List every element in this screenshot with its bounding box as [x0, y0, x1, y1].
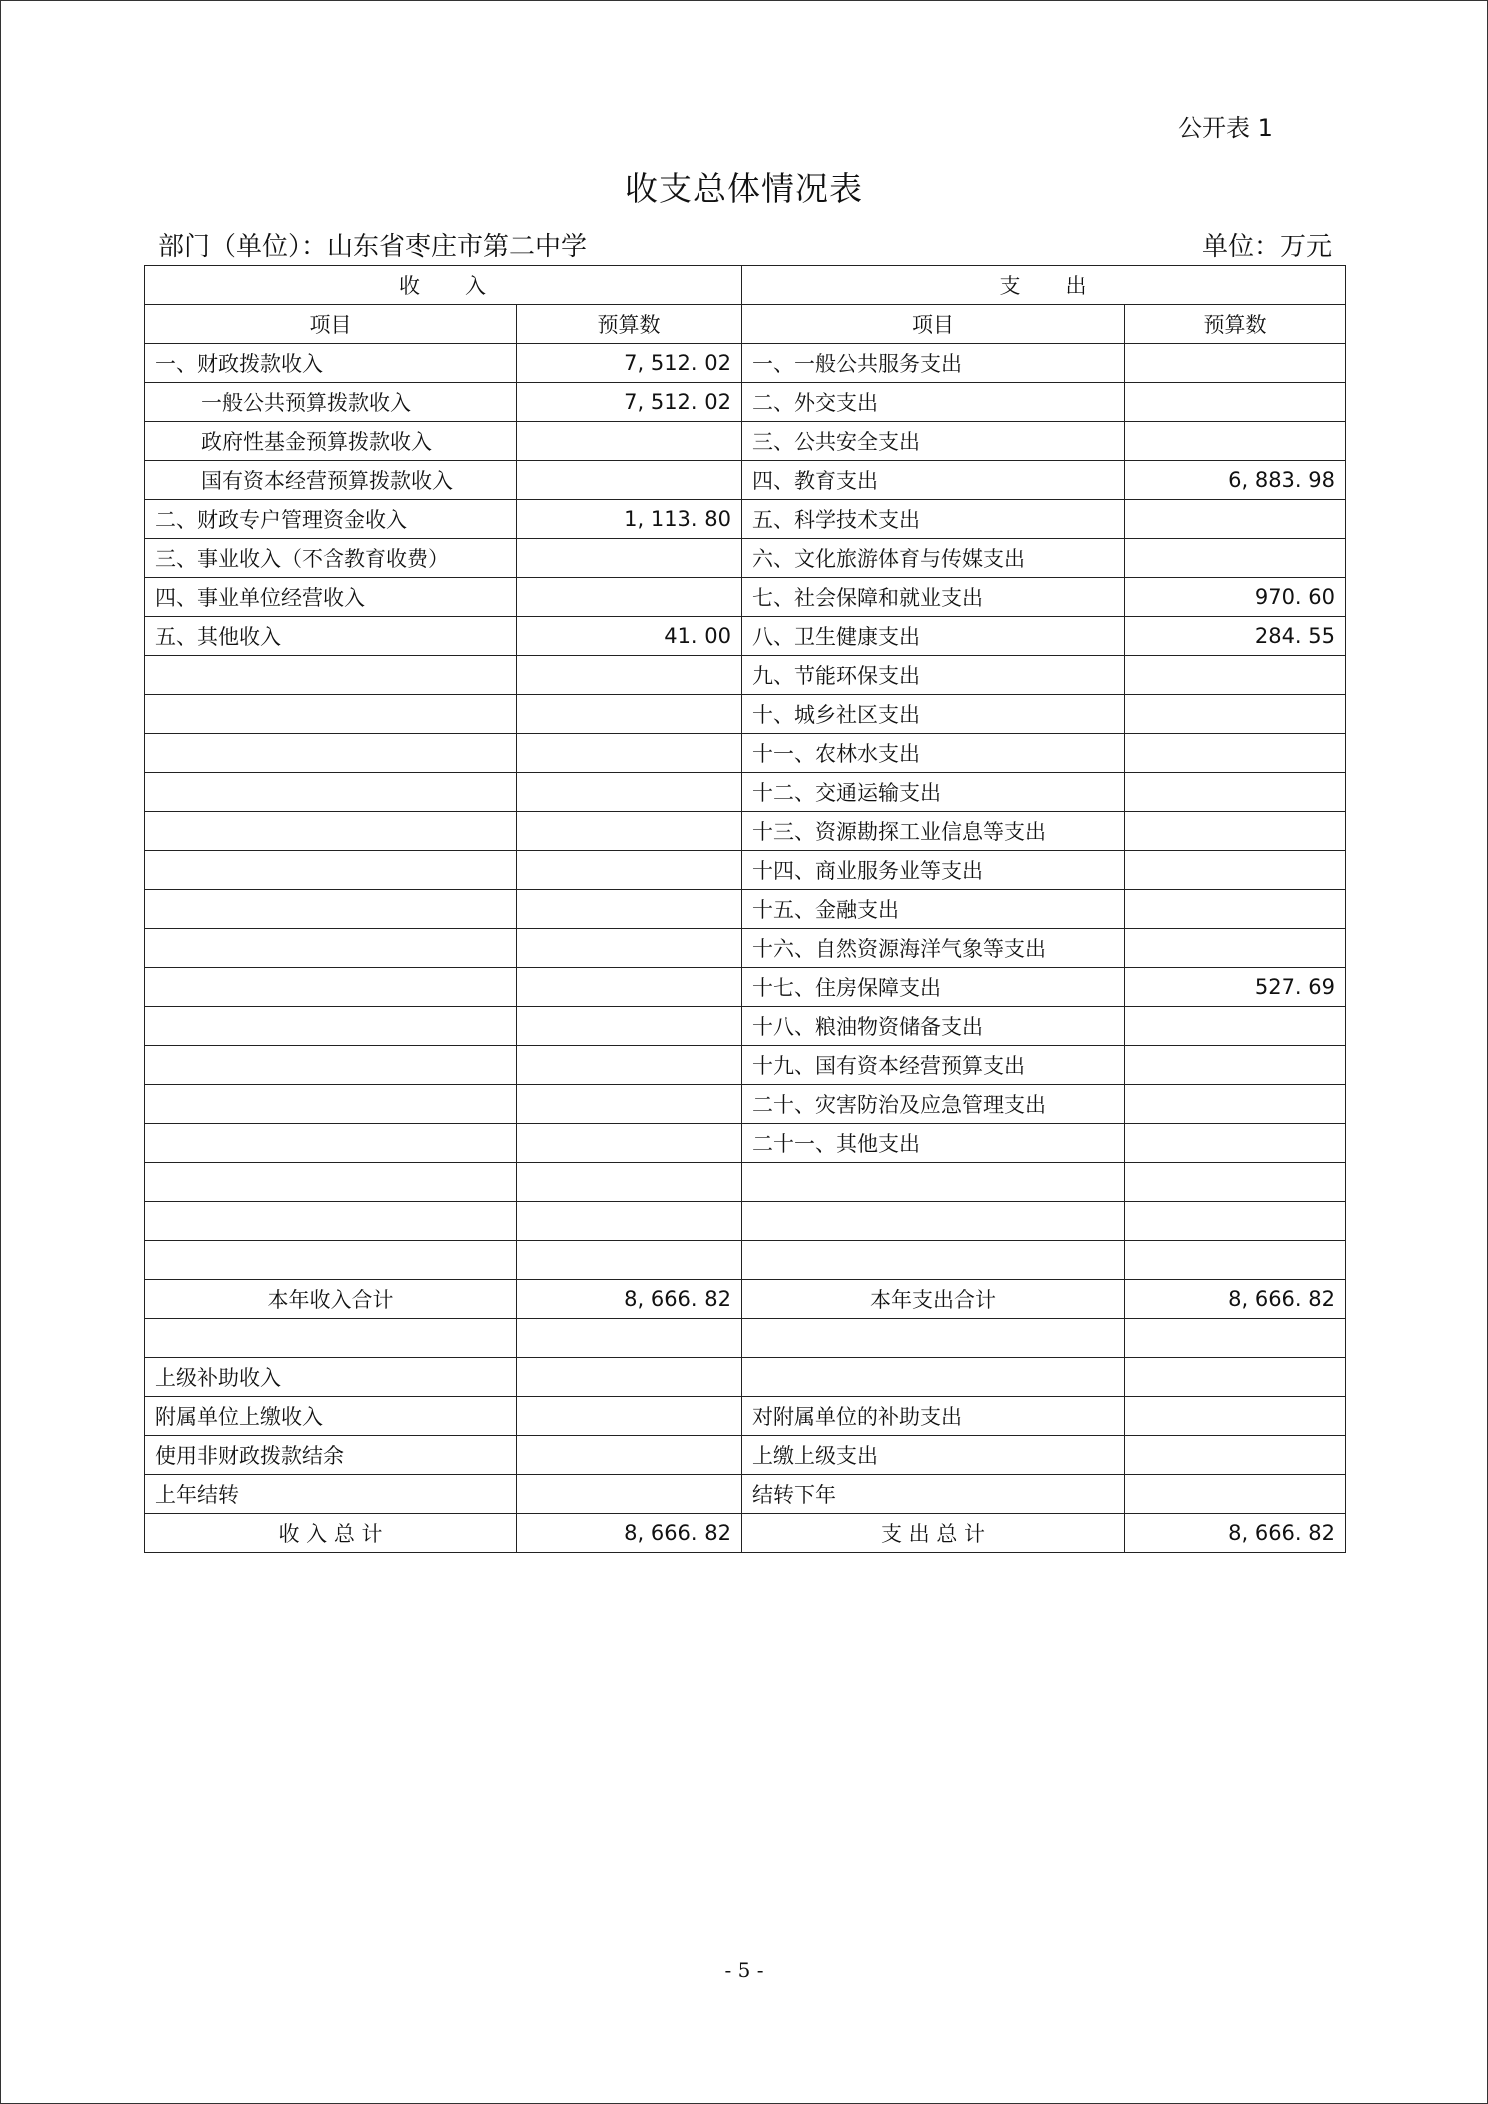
expense-item-cell: 本年支出合计 — [742, 1280, 1125, 1319]
table-row — [145, 383, 1346, 422]
table-row — [145, 734, 1346, 773]
expense-item-cell: 三、公共安全支出 — [742, 422, 1125, 461]
table-row — [145, 578, 1346, 617]
income-amount-cell — [517, 1085, 742, 1124]
income-amount-cell — [517, 1046, 742, 1085]
expense-item-cell: 六、文化旅游体育与传媒支出 — [742, 539, 1125, 578]
income-amount-cell — [517, 1202, 742, 1241]
table-row — [145, 1124, 1346, 1163]
table-row — [145, 344, 1346, 383]
table-row — [145, 1514, 1346, 1553]
expense-amount-cell — [1125, 539, 1346, 578]
income-amount-cell: 8, 666. 82 — [517, 1514, 742, 1553]
income-item-cell — [145, 695, 517, 734]
table-row — [145, 773, 1346, 812]
expense-item-cell: 十八、粮油物资储备支出 — [742, 1007, 1125, 1046]
expense-item-cell: 一、一般公共服务支出 — [742, 344, 1125, 383]
table-row — [145, 617, 1346, 656]
expense-amount-cell — [1125, 812, 1346, 851]
income-amount-cell — [517, 851, 742, 890]
income-amount-cell — [517, 1397, 742, 1436]
table-row — [145, 851, 1346, 890]
income-item-cell — [145, 1046, 517, 1085]
table-row — [145, 1046, 1346, 1085]
expense-item-cell: 二十一、其他支出 — [742, 1124, 1125, 1163]
expense-item-cell: 十、城乡社区支出 — [742, 695, 1125, 734]
income-item-cell: 国有资本经营预算拨款收入 — [145, 461, 517, 500]
expense-amount-cell — [1125, 1046, 1346, 1085]
expense-amount-cell — [1125, 890, 1346, 929]
column-header-row — [145, 305, 1346, 344]
income-item-header: 项目 — [145, 305, 517, 344]
table-number: 公开表 1 — [1178, 114, 1273, 142]
income-amount-cell: 8, 666. 82 — [517, 1280, 742, 1319]
page-title: 收支总体情况表 — [625, 169, 863, 208]
expense-item-cell: 结转下年 — [742, 1475, 1125, 1514]
income-item-cell — [145, 968, 517, 1007]
table-row — [145, 1475, 1346, 1514]
table-row — [145, 1436, 1346, 1475]
department-label: 部门（单位）：山东省枣庄市第二中学 — [158, 232, 588, 262]
expense-amount-cell — [1125, 773, 1346, 812]
income-item-cell: 收 入 总 计 — [145, 1514, 517, 1553]
income-item-cell: 四、事业单位经营收入 — [145, 578, 517, 617]
income-amount-cell — [517, 1163, 742, 1202]
income-amount-header: 预算数 — [517, 305, 742, 344]
income-item-cell — [145, 656, 517, 695]
income-item-cell: 上级补助收入 — [145, 1358, 517, 1397]
table-row — [145, 695, 1346, 734]
income-item-cell — [145, 851, 517, 890]
income-amount-cell — [517, 1241, 742, 1280]
budget-summary-table — [144, 265, 1346, 1553]
expense-item-cell: 十一、农林水支出 — [742, 734, 1125, 773]
expense-item-cell: 二、外交支出 — [742, 383, 1125, 422]
expense-item-cell: 对附属单位的补助支出 — [742, 1397, 1125, 1436]
expense-item-cell: 十七、住房保障支出 — [742, 968, 1125, 1007]
income-item-cell — [145, 773, 517, 812]
expense-amount-cell — [1125, 1436, 1346, 1475]
expense-item-header: 项目 — [742, 305, 1125, 344]
table-row — [145, 1397, 1346, 1436]
income-section-header: 收 入 — [145, 266, 742, 305]
expense-amount-cell: 527. 69 — [1125, 968, 1346, 1007]
expense-item-cell — [742, 1202, 1125, 1241]
table-row — [145, 890, 1346, 929]
income-amount-cell — [517, 539, 742, 578]
table-row — [145, 1241, 1346, 1280]
income-item-cell: 上年结转 — [145, 1475, 517, 1514]
income-item-cell — [145, 1241, 517, 1280]
expense-item-cell — [742, 1241, 1125, 1280]
expense-amount-cell — [1125, 1202, 1346, 1241]
income-item-cell — [145, 1202, 517, 1241]
income-amount-cell — [517, 812, 742, 851]
table-row — [145, 929, 1346, 968]
expense-item-cell: 上缴上级支出 — [742, 1436, 1125, 1475]
expense-amount-header: 预算数 — [1125, 305, 1346, 344]
income-amount-cell — [517, 1475, 742, 1514]
expense-amount-cell — [1125, 1475, 1346, 1514]
expense-item-cell: 十九、国有资本经营预算支出 — [742, 1046, 1125, 1085]
income-amount-cell — [517, 968, 742, 1007]
expense-item-cell: 十四、商业服务业等支出 — [742, 851, 1125, 890]
expense-amount-cell — [1125, 851, 1346, 890]
income-item-cell — [145, 812, 517, 851]
unit-label: 单位：万元 — [1201, 232, 1332, 262]
income-amount-cell — [517, 890, 742, 929]
income-item-cell — [145, 734, 517, 773]
section-header-row — [145, 266, 1346, 305]
table-row — [145, 812, 1346, 851]
income-amount-cell: 7, 512. 02 — [517, 383, 742, 422]
expense-amount-cell — [1125, 422, 1346, 461]
income-amount-cell — [517, 1124, 742, 1163]
table-row — [145, 1280, 1346, 1319]
income-item-cell — [145, 1124, 517, 1163]
income-item-cell: 一般公共预算拨款收入 — [145, 383, 517, 422]
expense-amount-cell — [1125, 656, 1346, 695]
income-item-cell: 使用非财政拨款结余 — [145, 1436, 517, 1475]
income-item-cell: 二、财政专户管理资金收入 — [145, 500, 517, 539]
expense-amount-cell: 970. 60 — [1125, 578, 1346, 617]
expense-item-cell — [742, 1319, 1125, 1358]
income-amount-cell — [517, 422, 742, 461]
income-amount-cell — [517, 461, 742, 500]
income-amount-cell — [517, 695, 742, 734]
expense-item-cell: 九、节能环保支出 — [742, 656, 1125, 695]
income-amount-cell — [517, 656, 742, 695]
expense-amount-cell — [1125, 1241, 1346, 1280]
expense-item-cell: 支 出 总 计 — [742, 1514, 1125, 1553]
income-amount-cell — [517, 929, 742, 968]
income-item-cell: 三、事业收入（不含教育收费） — [145, 539, 517, 578]
expense-amount-cell — [1125, 1319, 1346, 1358]
page-number: - 5 - — [724, 1958, 764, 1982]
income-amount-cell — [517, 1358, 742, 1397]
expense-amount-cell: 284. 55 — [1125, 617, 1346, 656]
expense-item-cell: 四、教育支出 — [742, 461, 1125, 500]
income-amount-cell — [517, 734, 742, 773]
expense-item-cell: 十六、自然资源海洋气象等支出 — [742, 929, 1125, 968]
income-amount-cell — [517, 1007, 742, 1046]
expense-amount-cell — [1125, 383, 1346, 422]
expense-item-cell — [742, 1163, 1125, 1202]
table-row — [145, 1202, 1346, 1241]
table-row — [145, 1163, 1346, 1202]
expense-amount-cell: 8, 666. 82 — [1125, 1280, 1346, 1319]
expense-amount-cell — [1125, 695, 1346, 734]
expense-item-cell: 十五、金融支出 — [742, 890, 1125, 929]
expense-amount-cell — [1125, 1163, 1346, 1202]
income-item-cell — [145, 890, 517, 929]
income-amount-cell — [517, 578, 742, 617]
income-item-cell — [145, 1319, 517, 1358]
income-item-cell: 本年收入合计 — [145, 1280, 517, 1319]
expense-amount-cell — [1125, 1085, 1346, 1124]
income-amount-cell: 41. 00 — [517, 617, 742, 656]
income-amount-cell: 1, 113. 80 — [517, 500, 742, 539]
table-row — [145, 656, 1346, 695]
expense-amount-cell — [1125, 734, 1346, 773]
expense-section-header: 支 出 — [742, 266, 1346, 305]
table-row — [145, 422, 1346, 461]
income-item-cell — [145, 1085, 517, 1124]
table-row — [145, 1007, 1346, 1046]
expense-amount-cell — [1125, 1124, 1346, 1163]
income-item-cell — [145, 1163, 517, 1202]
expense-amount-cell — [1125, 344, 1346, 383]
expense-amount-cell — [1125, 1397, 1346, 1436]
expense-item-cell: 十三、资源勘探工业信息等支出 — [742, 812, 1125, 851]
table-row — [145, 500, 1346, 539]
expense-amount-cell: 6, 883. 98 — [1125, 461, 1346, 500]
expense-amount-cell — [1125, 1358, 1346, 1397]
table-row — [145, 1319, 1346, 1358]
expense-item-cell: 二十、灾害防治及应急管理支出 — [742, 1085, 1125, 1124]
income-amount-cell — [517, 1436, 742, 1475]
income-item-cell — [145, 1007, 517, 1046]
expense-item-cell: 五、科学技术支出 — [742, 500, 1125, 539]
income-amount-cell — [517, 1319, 742, 1358]
table-row — [145, 1358, 1346, 1397]
table-body — [145, 344, 1346, 1553]
expense-item-cell — [742, 1358, 1125, 1397]
income-item-cell: 五、其他收入 — [145, 617, 517, 656]
table-row — [145, 1085, 1346, 1124]
expense-item-cell: 十二、交通运输支出 — [742, 773, 1125, 812]
income-amount-cell: 7, 512. 02 — [517, 344, 742, 383]
expense-amount-cell: 8, 666. 82 — [1125, 1514, 1346, 1553]
table-row — [145, 539, 1346, 578]
expense-amount-cell — [1125, 929, 1346, 968]
income-item-cell: 政府性基金预算拨款收入 — [145, 422, 517, 461]
income-amount-cell — [517, 773, 742, 812]
income-item-cell: 附属单位上缴收入 — [145, 1397, 517, 1436]
expense-item-cell: 七、社会保障和就业支出 — [742, 578, 1125, 617]
expense-amount-cell — [1125, 500, 1346, 539]
table-row — [145, 461, 1346, 500]
income-item-cell — [145, 929, 517, 968]
table-row — [145, 968, 1346, 1007]
expense-item-cell: 八、卫生健康支出 — [742, 617, 1125, 656]
income-item-cell: 一、财政拨款收入 — [145, 344, 517, 383]
expense-amount-cell — [1125, 1007, 1346, 1046]
